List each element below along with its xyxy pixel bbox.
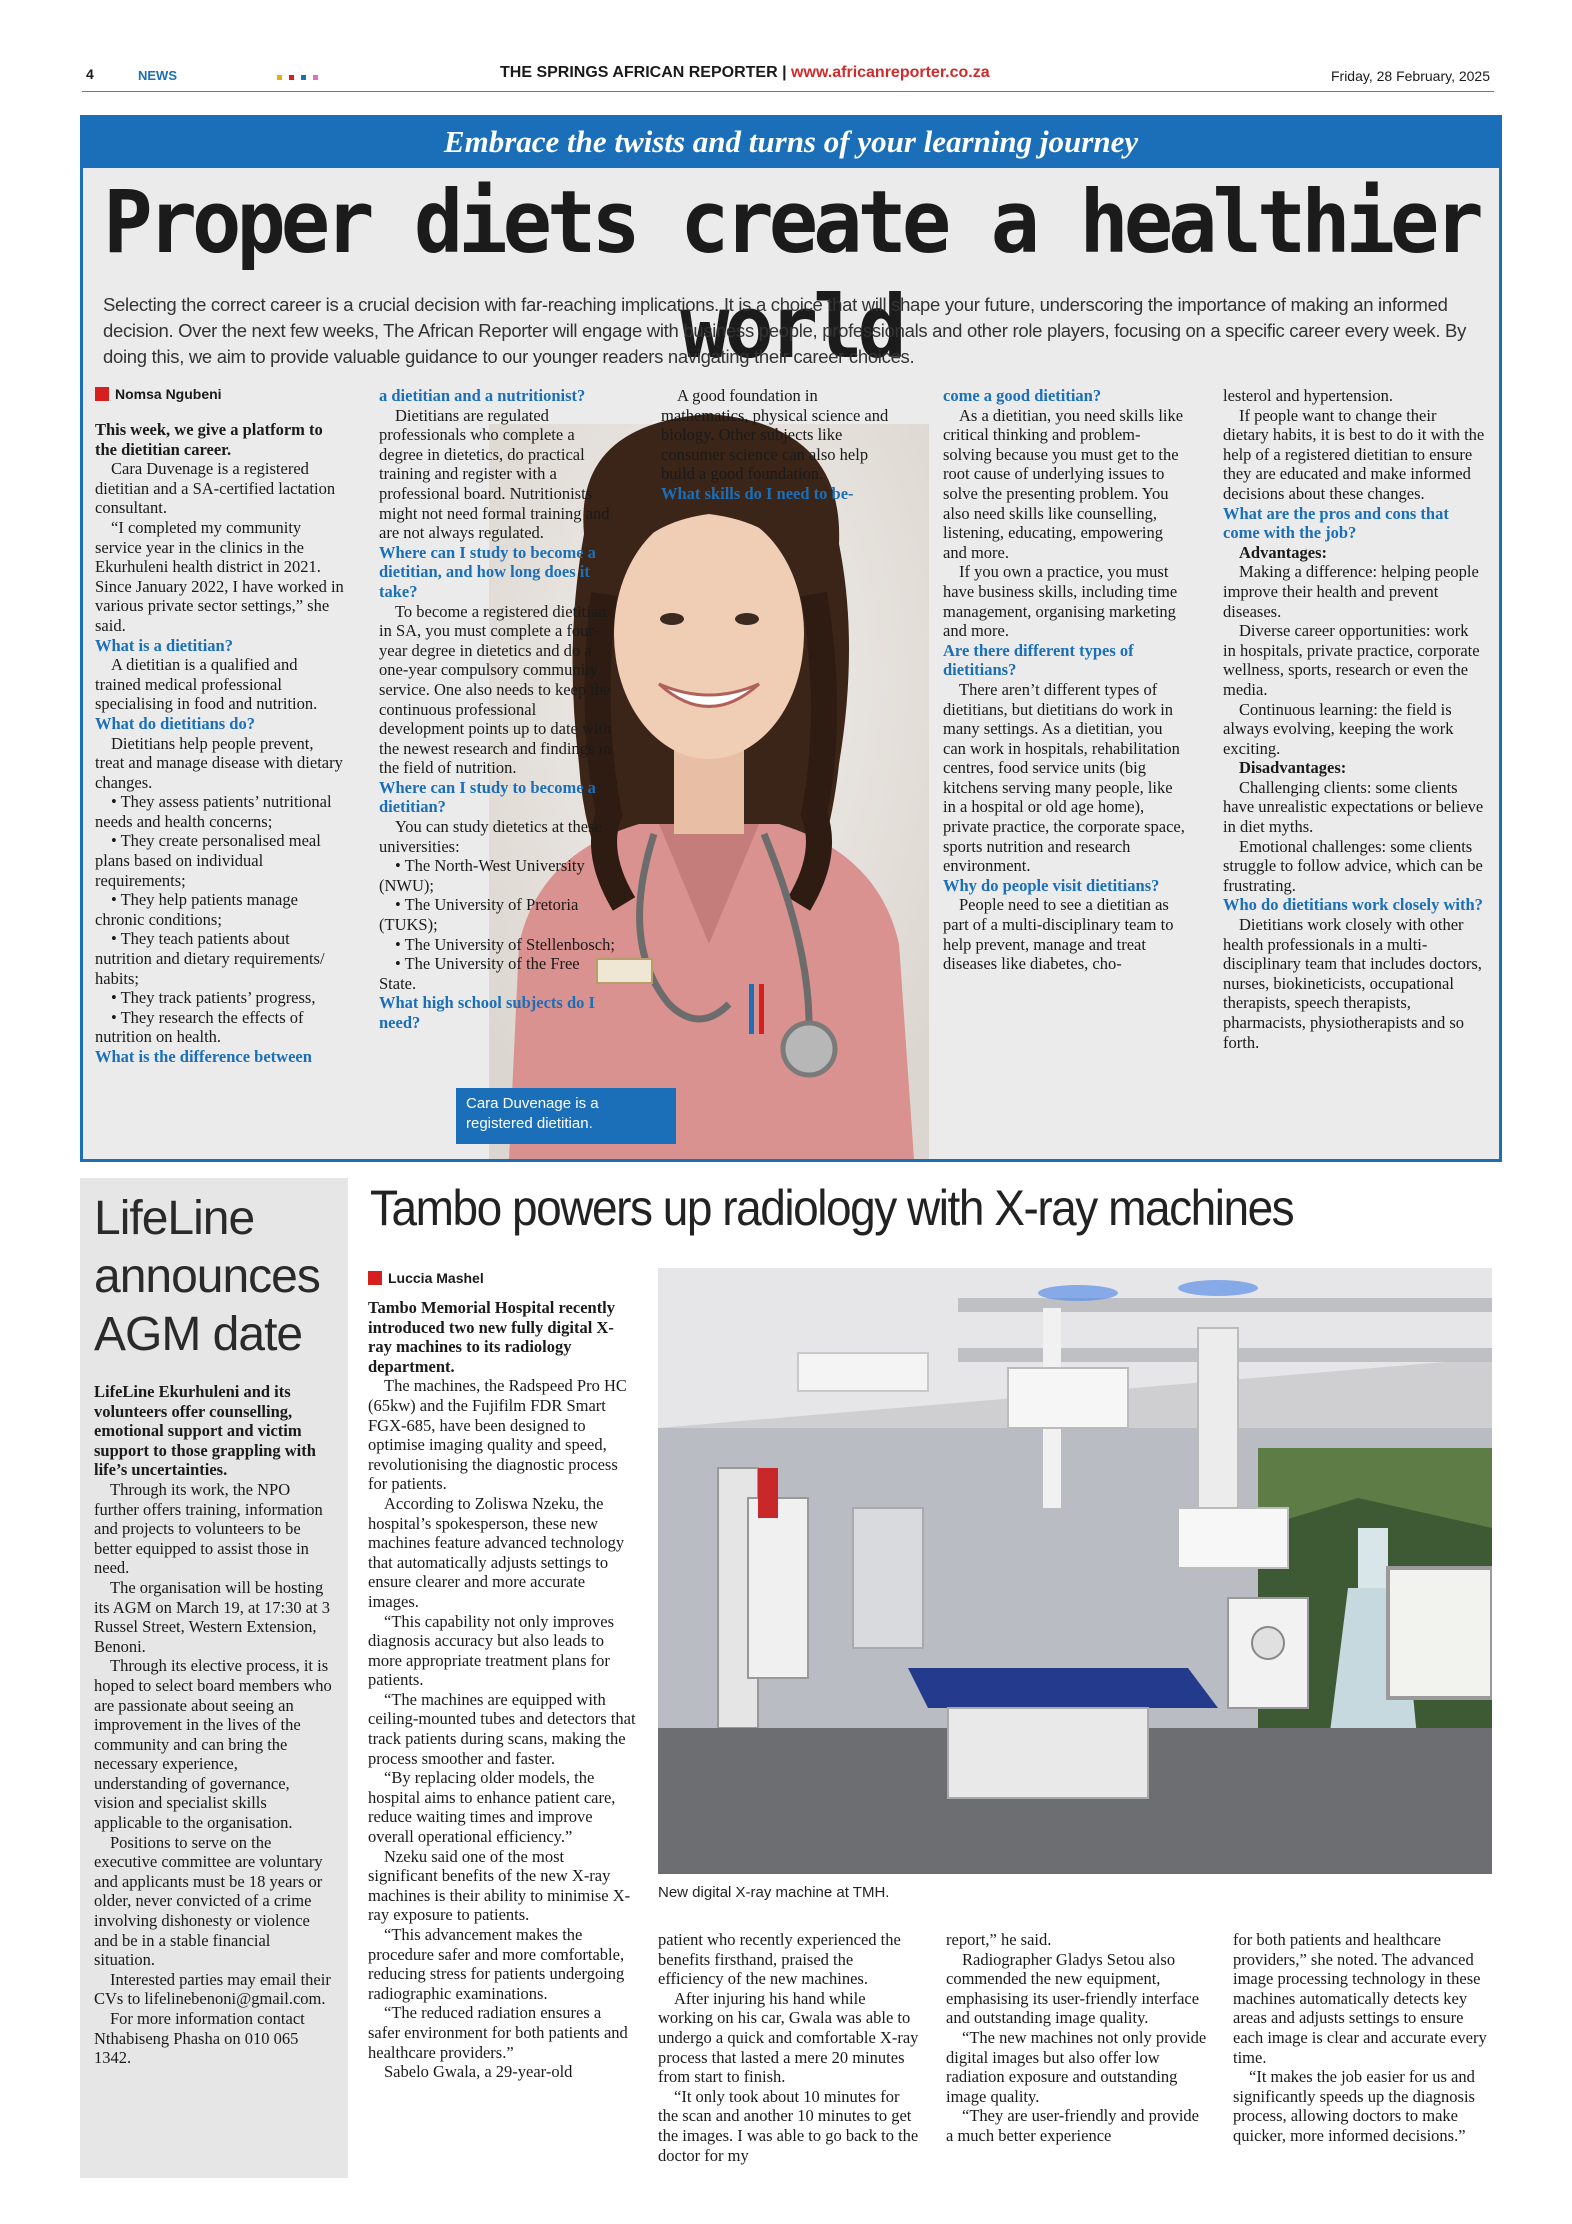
paragraph: If people want to change their dietary habits, it is best to do it with the help of a registered dietitian to ensure they are educated and make informed decisions about these changes. bbox=[1223, 405, 1485, 503]
paragraph: Nzeku said one of the most significant benefits of the new X-ray machines is their ability to minimise X-ray exposure to patients. bbox=[368, 1846, 631, 1925]
paragraph: “The new machines not only provide digital images but also offer low radiation exposure and outstanding image quality. bbox=[946, 2027, 1207, 2106]
subheading: What are the pros and cons that come with the job? bbox=[1223, 503, 1449, 543]
tambo-headline: Tambo powers up radiology with X-ray machines bbox=[370, 1180, 1294, 1236]
subheading: Who do dietitians work closely with? bbox=[1223, 895, 1483, 915]
paragraph: Cara Duvenage is a registered dietitian and a SA-certified lactation consultant. bbox=[95, 459, 336, 518]
subheading: Are there different types of dietitians? bbox=[943, 640, 1134, 680]
paragraph: “It only took about 10 minutes for the scan and another 10 minutes to get the images. I was able to go back to the doctor for my bbox=[658, 2086, 919, 2165]
subheading: Why do people visit dietitians? bbox=[943, 875, 1160, 895]
paragraph: Sabelo Gwala, a 29-year-old bbox=[384, 2062, 573, 2082]
paragraph: “By replacing older models, the hospital aims to enhance patient care, reduce waiting times and improve overall operational efficiency.” bbox=[368, 1768, 616, 1847]
dot-pink bbox=[313, 75, 318, 80]
subheading: What is a dietitian? bbox=[95, 635, 233, 655]
section-dots bbox=[277, 75, 318, 80]
feature-column-1 bbox=[95, 386, 345, 1067]
subheading: Where can I study to become a dietitian? bbox=[379, 777, 596, 817]
paper-url[interactable]: www.africanreporter.co.za bbox=[791, 64, 990, 81]
lifeline-headline-line-1: LifeLine bbox=[94, 1192, 255, 1245]
xray-room-photo bbox=[658, 1268, 1492, 1874]
paragraph: Tambo Memorial Hospital recently introduced two new fully digital X-ray machines to its radiology department. bbox=[368, 1298, 616, 1376]
subheading: What is the difference between bbox=[95, 1047, 312, 1066]
paragraph: Challenging clients: some clients have unrealistic expectations or believe in diet myths. bbox=[1223, 777, 1484, 837]
xray-room-illustration bbox=[658, 1268, 1492, 1874]
paragraph: You can study dietetics at these universities: bbox=[379, 817, 602, 856]
paragraph: Continuous learning: the field is always evolving, keeping the work exciting. bbox=[1223, 699, 1454, 758]
tambo-byline bbox=[368, 1270, 636, 1286]
paragraph: After injuring his hand while working on his car, Gwala was able to undergo a quick and comfortable X-ray process that lasted a mere 20 minutes from start to finish. bbox=[658, 1988, 919, 2087]
subheading: come a good dietitian? bbox=[943, 386, 1102, 405]
paragraph: “It makes the job easier for us and significantly speeds up the diagnosis process, allowing doctors to make quicker, more informed decisions.” bbox=[1233, 2067, 1475, 2145]
paragraph: “They are user-friendly and provide a much better experience bbox=[946, 2106, 1199, 2145]
tambo-column-4 bbox=[1233, 1930, 1495, 2146]
paragraph: “I completed my community service year in the clinics in the Ekurhuleni health district in 2021. Since January 2022, I have worked in various private sector settings,” she said. bbox=[95, 517, 344, 635]
paragraph: Advantages: bbox=[1239, 542, 1328, 562]
paragraph: for both patients and healthcare providers,” she noted. The advanced image processing technology in these machines automatically detects key areas and adjusts settings to ensure each image is clear and accurate every time. bbox=[1233, 1930, 1487, 2067]
subheading: What do dietitians do? bbox=[95, 713, 255, 733]
page-header bbox=[82, 62, 1494, 92]
paragraph: A dietitian is a qualified and trained medical professional specialising in food and nutrition. bbox=[95, 655, 318, 714]
paragraph: • They research the effects of nutrition on health. bbox=[95, 1007, 304, 1047]
byline-author: Nomsa Ngubeni bbox=[115, 386, 222, 402]
dot-red bbox=[289, 75, 294, 80]
subheading: a dietitian and a nutritionist? bbox=[379, 386, 586, 405]
byline-marker bbox=[368, 1271, 382, 1285]
paragraph: • The North-West University (NWU); bbox=[379, 856, 585, 895]
paragraph: • They teach patients about nutrition and dietary requirements/ habits; bbox=[95, 929, 325, 988]
paragraph: Through its work, the NPO further offers training, information and projects to volunteers to be better equipped to assist those in need. bbox=[94, 1479, 323, 1578]
paragraph: “The machines are equipped with ceiling-mounted tubes and detectors that track patients during scans, making the process smoother and faster. bbox=[368, 1689, 636, 1768]
paper-name: THE SPRINGS AFRICAN REPORTER bbox=[500, 64, 778, 81]
paragraph: • They track patients’ progress, bbox=[111, 988, 316, 1008]
paragraph: “The reduced radiation ensures a safer environment for both patients and healthcare providers.” bbox=[368, 2003, 628, 2062]
paragraph: Positions to serve on the executive committee are voluntary and applicants must be 18 years or older, never convicted of a crime involving dishonesty or violence and be in a stable financial situation. bbox=[94, 1832, 323, 1970]
paragraph: To become a registered dietitian in SA, you must complete a four-year degree in dietetics and do a one-year compulsory community service. One also needs to keep the continuous professional development points up to date with the newest research and findings in the field of nutrition. bbox=[379, 601, 612, 778]
paragraph: • The University of the Free State. bbox=[379, 954, 580, 993]
paragraph: Interested parties may email their CVs to lifelinebenoni@gmail.com. bbox=[94, 1969, 331, 2009]
paragraph: There aren’t different types of dietitians, but dietitians do work in many settings. As a dietitian, you can work in hospitals, rehabilitation centres, food service units (big kitchens serving many people, like in a hospital or old age home), private practice, the corporate space, sports nutrition and research environment. bbox=[943, 679, 1185, 876]
paragraph: • The University of Stellenbosch; bbox=[395, 934, 615, 954]
dietitian-photo-caption: Cara Duvenage is a registered dietitian. bbox=[456, 1088, 676, 1144]
dot-yellow bbox=[277, 75, 282, 80]
paragraph: Disadvantages: bbox=[1239, 758, 1347, 778]
paragraph: Through its elective process, it is hoped to select board members who are passionate about seeing an improvement in the lives of the community and can bring the necessary experience, understanding of governance, vision and specialist skills applicable to the organisation. bbox=[94, 1656, 332, 1833]
feature-intro: Selecting the correct career is a crucial decision with far-reaching implications. It is a choice that will shape your future, underscoring the importance of making an informed decision. Over the next few weeks, The African Reporter will engage with business people, professionals and other role players, focusing on a specific career every week. By doing this, we aim to provide valuable guidance to our younger readers navigating their career choices. bbox=[103, 294, 1467, 367]
paragraph: People need to see a dietitian as part of a multi-disciplinary team to help prevent, manage and treat diseases like diabetes, cho- bbox=[943, 895, 1174, 974]
paragraph: The machines, the Radspeed Pro HC (65kw) and the Fujifilm FDR Smart FGX-685, have been designed to optimise imaging quality and speed, revolutionising the diagnostic process for patients. bbox=[368, 1376, 627, 1494]
paragraph: For more information contact Nthabiseng Phasha on 010 065 1342. bbox=[94, 2009, 305, 2068]
paragraph: • They create personalised meal plans based on individual requirements; bbox=[95, 831, 321, 890]
subheading: Where can I study to become a dietitian, and how long does it take? bbox=[379, 542, 596, 601]
subheading: What skills do I need to be- bbox=[661, 483, 854, 503]
byline-marker bbox=[95, 387, 109, 401]
lifeline-headline-line-2: announces bbox=[94, 1250, 320, 1303]
feature-banner: Embrace the twists and turns of your learning journey bbox=[83, 118, 1499, 168]
paragraph: As a dietitian, you need skills like critical thinking and problem-solving because you must get to the root cause of underlying issues to solve the presenting problem. You also need skills like counselling, listening, educating, empowering and more. bbox=[943, 405, 1184, 562]
paragraph: report,” he said. bbox=[946, 1930, 1052, 1949]
byline-author: Luccia Mashel bbox=[388, 1270, 484, 1286]
paragraph: • They assess patients’ nutritional needs and health concerns; bbox=[95, 792, 332, 831]
xray-photo-caption: New digital X-ray machine at TMH. bbox=[658, 1884, 890, 1901]
lifeline-body bbox=[94, 1382, 334, 2068]
paragraph: If you own a practice, you must have business skills, including time management, organising marketing and more. bbox=[943, 562, 1178, 641]
subheading: What high school subjects do I need? bbox=[379, 993, 595, 1032]
paragraph: Dietitians help people prevent, treat and manage disease with dietary changes. bbox=[95, 733, 343, 792]
paragraph: • The University of Pretoria (TUKS); bbox=[379, 895, 579, 935]
paragraph: A good foundation in mathematics, physical science and biology. Other subjects like consumer science can also help build a good foundation. bbox=[661, 386, 889, 484]
paragraph: “This capability not only improves diagnosis accuracy but also leads to more appropriate treatment plans for patients. bbox=[368, 1611, 615, 1690]
paragraph: Dietitians are regulated professionals who complete a degree in dietetics, do practical training and register with a professional board. Nutritionists might not need formal training and are not always regulated. bbox=[379, 405, 610, 543]
feature-byline bbox=[95, 386, 345, 402]
paragraph: • They help patients manage chronic conditions; bbox=[95, 890, 298, 929]
paragraph: The organisation will be hosting its AGM on March 19, at 17:30 at 3 Russel Street, Western Extension, Benoni. bbox=[94, 1577, 331, 1656]
paragraph: lesterol and hypertension. bbox=[1223, 386, 1393, 405]
paragraph: Emotional challenges: some clients struggle to follow advice, which can be frustrating. bbox=[1223, 836, 1483, 895]
dot-blue bbox=[301, 75, 306, 80]
paragraph: LifeLine Ekurhuleni and its volunteers offer counselling, emotional support and victim support to those grappling with life’s uncertainties. bbox=[94, 1382, 316, 1480]
page-number: 4 bbox=[86, 66, 94, 82]
dietitian-feature bbox=[80, 115, 1502, 1162]
lifeline-sidebar bbox=[80, 1178, 348, 2178]
paragraph: patient who recently experienced the benefits firsthand, praised the efficiency of the new machines. bbox=[658, 1930, 901, 1989]
paper-masthead bbox=[500, 64, 990, 82]
feature-column-5 bbox=[1223, 386, 1485, 1052]
paragraph: “This advancement makes the procedure safer and more comfortable, reducing stress for patients undergoing radiographic examinations. bbox=[368, 1925, 625, 2003]
paragraph: According to Zoliswa Nzeku, the hospital’s spokesperson, these new machines feature advanced technology that automatically adjusts settings to ensure clearer and more accurate images. bbox=[368, 1493, 625, 1611]
feature-headline: Proper diets create a healthier world bbox=[103, 173, 1479, 378]
issue-date: Friday, 28 February, 2025 bbox=[1330, 68, 1490, 84]
tambo-column-3 bbox=[946, 1930, 1208, 2146]
paragraph: Radiographer Gladys Setou also commended the new equipment, emphasising its user-friendly interface and outstanding image quality. bbox=[946, 1949, 1200, 2028]
paragraph: This week, we give a platform to the dietitian career. bbox=[95, 420, 323, 459]
lifeline-headline-line-3: AGM date bbox=[94, 1308, 303, 1361]
feature-column-3 bbox=[661, 386, 903, 504]
paragraph: Dietitians work closely with other health professionals in a multi-disciplinary team that includes doctors, nurses, biokineticists, occupational therapists, speech therapists, pharmacists, physiotherapists and so forth. bbox=[1223, 915, 1482, 1052]
lifeline-headline bbox=[94, 1190, 334, 1364]
tambo-column-1 bbox=[368, 1270, 636, 2082]
paragraph: Making a difference: helping people improve their health and prevent diseases. bbox=[1223, 562, 1479, 621]
tambo-column-2 bbox=[658, 1930, 920, 2165]
feature-column-2 bbox=[379, 386, 617, 1033]
masthead-separator: | bbox=[782, 64, 787, 81]
feature-column-4 bbox=[943, 386, 1185, 974]
section-label: NEWS bbox=[138, 68, 177, 83]
paragraph: Diverse career opportunities: work in hospitals, private practice, corporate wellness, sports, research or even the media. bbox=[1223, 621, 1480, 699]
